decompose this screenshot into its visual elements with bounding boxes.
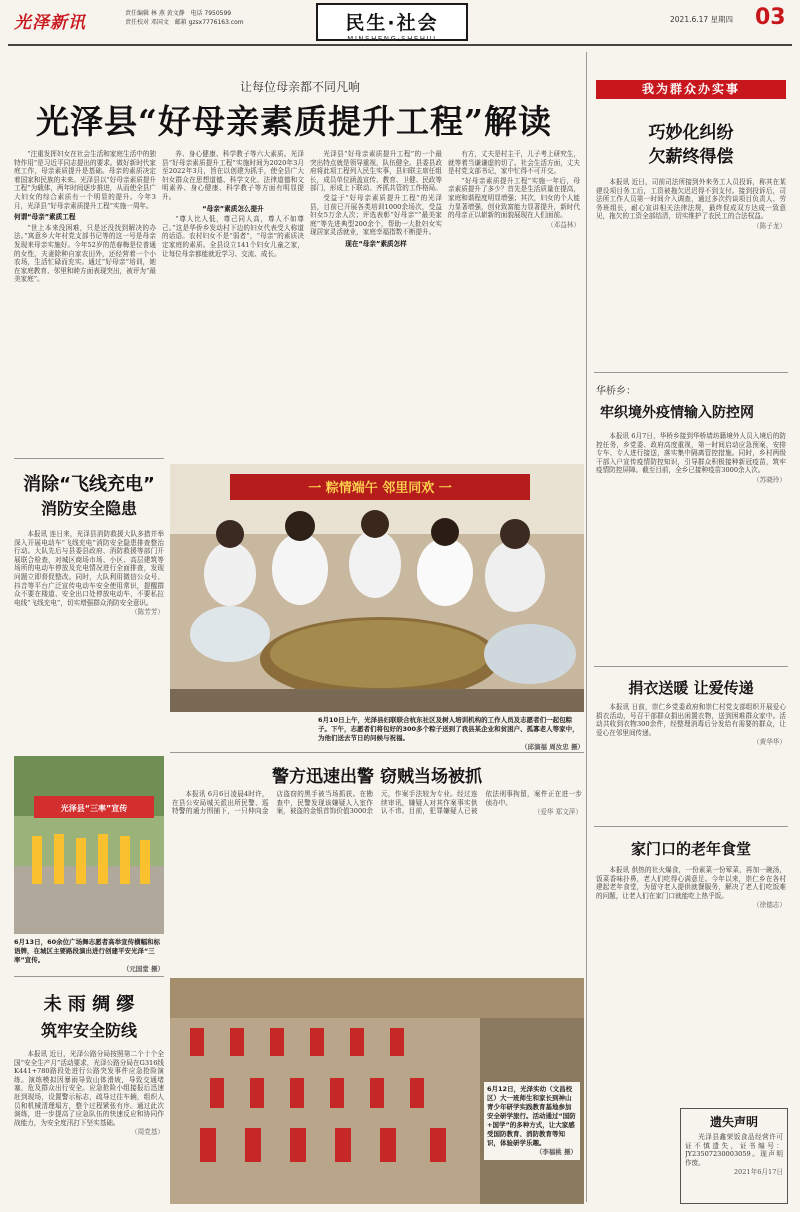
flood-credit: （周党基） <box>131 1128 164 1137</box>
lead-headline: 光泽县“好母亲素质提升工程”解读 <box>36 102 552 141</box>
s2-body: 本报讯 6月7日，华桥乡接到华桥墙坊籍境外人员入境后的防控任务，乡党委、政府高度重视，第一时间启动应急预案，安排专车、专人进行接送，落实集中隔离管控措施。同时，乡村两级干部入户宣传疫情防控知识，引导群众积极接种新冠疫苗，筑牢疫情防控屏障。截至目前，全乡已接种疫苗3000余人次。 （苏晓玲） <box>596 432 786 484</box>
bottom-photo-credit: （李福桃 摄） <box>535 1148 577 1156</box>
lost-notice-title: 遗失声明 <box>709 1115 758 1129</box>
s3-credit: （黄华华） <box>753 738 786 747</box>
fire-rule-top <box>14 458 164 459</box>
s2-credit: （苏晓玲） <box>753 475 786 484</box>
section-box <box>316 3 468 41</box>
s1-title-2: 欠薪终得偿 <box>648 147 734 167</box>
left-photo-credit: （元国堂 摄） <box>122 965 164 973</box>
newspaper-logo: 光泽新讯 <box>14 13 86 33</box>
lead-column-2: 养、身心健康、科学教子等六大素质。光泽县“好母亲素质提升工程”实施时间为2020年3月至2022年3月，旨在以创建为抓手，使全县广大妇女群众在思想道德、科学文化、法律道德和文明素养、身心健康、科学教子等方面有明显提升。 “母亲”素质怎么提升 “尊人比人低，尊己同人高，尊人不如尊己。”这是华侨乡发动村下边的妇女代表受人称道的话语。农村妇女不是“弱者”，“母亲”的素质决定家庭的素质。全县设立141个妇女儿童之家，让每位母亲都能就近学习、交流、成长。 <box>162 150 304 258</box>
left-photo <box>14 756 164 934</box>
right-rule-3 <box>594 826 788 827</box>
right-rule-2 <box>594 666 788 667</box>
main-photo-caption: 6月10日上午，光泽县妇联联合杭东社区及树人培训机构的工作人员及志愿者们一起包粽子。下午，志愿者们将包好的300多个粽子送到了我县某企业和贫困户、孤寡老人等家中，为他们送去节日的问候与祝福。 （邱演福 周汝忠 摄） <box>318 716 584 751</box>
s2-title: 牢织境外疫情输入防控网 <box>600 405 754 421</box>
s3-title: 捐衣送暖 让爱传递 <box>628 679 754 697</box>
editor-info <box>125 9 275 27</box>
lead-column-3: 光泽县“好母亲素质提升工程”的一个最突出特点就是领导重视，队伍健全。县委县政府将此项工程列入民生实事，县妇联主席任组长，成员单位涵盖宣传、教育、卫健、民政等部门，形成上下联动、齐抓共管的工作格局。 受益于“好母亲素质提升工程”的光泽县，目前已开展各类培训1000余场次，受益妇女5万余人次；评选表彰“好母亲”“最美家庭”等先进典型200余个，帮助一大批妇女实现居家灵活就业，家庭幸福指数不断提升。 现在“母亲”素质怎样 <box>310 150 442 248</box>
bottom-photo-caption: 6月12日，光泽实幼（文昌校区）大一班师生和家长到神山青少年研学实践教育基地参加安全研学旅行。活动通过“国防+国学”的多种方式，让大家感受国防教育、消防教育等知识，体验研学乐趣。 （李福桃 摄） <box>484 1082 580 1160</box>
main-photo <box>170 464 584 712</box>
issue-date: 2021.6.17 星期四 <box>670 15 734 24</box>
lead-column-1: “注重发挥妇女在社会生活和家庭生活中的独特作用”是习近平同志提出的要求。做好新时代家庭工作，母亲素质提升是基础。母亲的素质决定着国家和民族的未来。光泽县以“好母亲素质提升工程”为载体，两年时间逐步推进，从而使全县广大妇女的综合素质有一个明显的提升。今年3月，光泽县“好母亲素质提升工程”实施一周年。 何谓“母亲”素质工程 “世上本来没困难，只是还没找到解决的办法。”寓意乡大年村党支部书记等的这一号是母亲发现来母亲实施好。今年52岁的范春梅是位普通的女性，夫妻除种自家农田外，还经营着一个小农场，生活忙碌而充实。通过“好母亲”培训，她在家庭教育、邻里和睦方面表现突出，被评为“最美家庭”。 <box>14 150 156 284</box>
police-rule-top <box>170 752 584 753</box>
fire-body: 本报讯 连日来，光泽县消防救援大队多措并举深入开展电动车“飞线充电”消防安全隐患排查整治行动。大队先后与县委县政府、消防救援等部门开展联合检查，对城区商场市场、小区、高层建筑等场所的电动车停放及充电情况进行全面排查，发现问题立即督促整改。同时，大队利用微信公众号、抖音等平台广泛宣传电动车安全使用常识，提醒群众不要在楼道、安全出口处停放电动车，不要私拉电线“飞线充电”，切实增强群众消防安全意识。 （陈芳芳） <box>14 530 164 617</box>
flood-title-1: 未 雨 绸 缪 <box>43 994 135 1015</box>
section-pinyin: MINSHENG·SHEHUI <box>347 35 437 43</box>
lead-author: （邓益林） <box>547 220 580 229</box>
lost-notice-date: 2021年6月17日 <box>733 1168 783 1177</box>
lost-notice-body: 光泽县鑫荣饭食品经营许可证不慎遗失，证书编号：JY23507230003059。现声明作废。 2021年6月17日 <box>685 1133 783 1177</box>
police-credit: （爱华 郑文萍） <box>533 808 582 817</box>
police-title: 警方迅速出警 窃贼当场被抓 <box>272 767 482 787</box>
s1-credit: （陈子龙） <box>753 221 786 230</box>
s1-title-1: 巧妙化纠纷 <box>648 123 734 143</box>
lead-subhead-2: “母亲”素质怎么提升 <box>202 204 264 213</box>
flood-body: 本报讯 近日，光泽公路分局按照第二个十个全国“安全生产月”活动要求，光泽公路分局在G316线K441+780路段处进行公路突发事件应急抢险演练。演练模拟因暴雨导致山体滑坡，导致交通堵塞，危及群众出行安全。应急抢险小组接报后迅速赶到现场，设置警示标志，疏导过往车辆，组织人员和机械清理塌方，整个过程紧张有序。通过此次演练，进一步提高了应急队伍的快速反应和协同作战能力，为安全度汛打下坚实基础。 （周党基） <box>14 1050 164 1137</box>
s4-title: 家门口的老年食堂 <box>630 840 751 858</box>
s2-kicker: 华桥乡： <box>596 386 636 397</box>
main-photo-credit: （邱演福 周汝忠 摄） <box>520 743 584 751</box>
lead-subhead-1: 何谓“母亲”素质工程 <box>14 213 76 222</box>
dumpling-photo-illustration <box>170 464 584 712</box>
left-photo-caption: 6月13日，60余位广场舞志愿者高举宣传横幅和标语牌，在城区主要路段演出进行创建平安光泽“三率”宣传。 （元国堂 摄） <box>14 938 164 973</box>
lead-kicker: 让每位母亲都不同凡响 <box>239 80 360 94</box>
flood-rule-top <box>14 976 164 977</box>
lost-notice-box <box>680 1108 788 1204</box>
page-number: 03 <box>755 5 786 30</box>
banner-sign-text: 一 粽情端午 邻里同欢 一 <box>308 481 452 496</box>
fire-credit: （陈芳芳） <box>131 608 164 617</box>
police-body: 本报讯 6月6日凌晨4时许，在县公安局城关派出所民警、巡特警的通力围捕下，一只伸向金店盗窃的黑手被当场抓获。在勘查中，民警发现该嫌疑人入室作案，被盗的金银首饰价值3000余元，作案手法较为专业。经过连续审讯，嫌疑人对其作案事实供认不讳。目前，犯罪嫌疑人已被依法刑事拘留，案件正在进一步侦办中。 （爱华 郑文萍） <box>172 790 582 817</box>
section-title: 民生·社会 <box>345 12 439 34</box>
lead-column-4: 有方，丈夫是村主干，儿子考上研究生，就等着当谦谦虚的切了。社会生活方面，丈夫是村党支部书记，家中忙得不可开交。 “好母亲素质提升工程”实施一年后，母亲素质提升了多少？首先是生活质量在提高，家庭和谐程度明显增强；其次，妇女的个人能力显著增强，创业致富能力显著提升，新时代的母亲正以崭新的面貌展现在人们面前。 （邓益林） <box>448 150 580 229</box>
square-dance-photo-illustration <box>14 756 164 934</box>
masthead-rule <box>8 44 792 46</box>
right-banner: 我为群众办实事 <box>596 80 786 99</box>
s4-body: 本报讯 供热的社火爆食，一份素菜一份荤菜，再加一碗汤，饭菜香味扑鼻，老人们吃得心满意足。今年以来，崇仁乡在各村建起老年食堂，为留守老人提供就餐服务，解决了老人们吃饭难的问题，让老人们在家门口就能吃上热乎饭。 （徐德志） <box>596 866 786 910</box>
lead-subhead-3: 现在“母亲”素质怎样 <box>345 239 407 248</box>
fire-title-2: 消防安全隐患 <box>40 499 137 518</box>
s4-credit: （徐德志） <box>753 901 786 910</box>
fire-title-1: 消除“飞线充电” <box>23 474 155 495</box>
editor-line-2: 责任校对 邓国文 邮箱 gzsx7776163.com <box>125 19 244 26</box>
editor-line-1: 责任编辑 林 燕 黄文静 电话 7950599 <box>125 10 232 17</box>
left-photo-banner-text: 光泽县“三率”宣传 <box>60 804 128 813</box>
right-column-divider <box>586 52 587 1202</box>
s1-body: 本报讯 近日，司前司法所接到外来务工人员投诉，称其在某建设项目务工后，工资被拖欠迟迟得不到支付。接到投诉后，司法所工作人员第一时间介入调查，通过多次约谈项目负责人、劳务班组长，耐心宣讲相关法律法规，最终促成双方达成一致意见，拖欠的工资全部结清，切实维护了农民工的合法权益。 （陈子龙） <box>596 178 786 230</box>
s3-body: 本报讯 日前，崇仁乡党委政府和崇仁村党支部组织开展爱心捐衣活动，号召干部群众捐出闲置衣物，送到困难群众家中。活动共收到衣物300余件，经整理消毒后分发给有需要的群众，让爱心在邻里间传递。 （黄华华） <box>596 703 786 747</box>
right-rule-1 <box>594 372 788 373</box>
flood-title-2: 筑牢安全防线 <box>40 1021 137 1040</box>
